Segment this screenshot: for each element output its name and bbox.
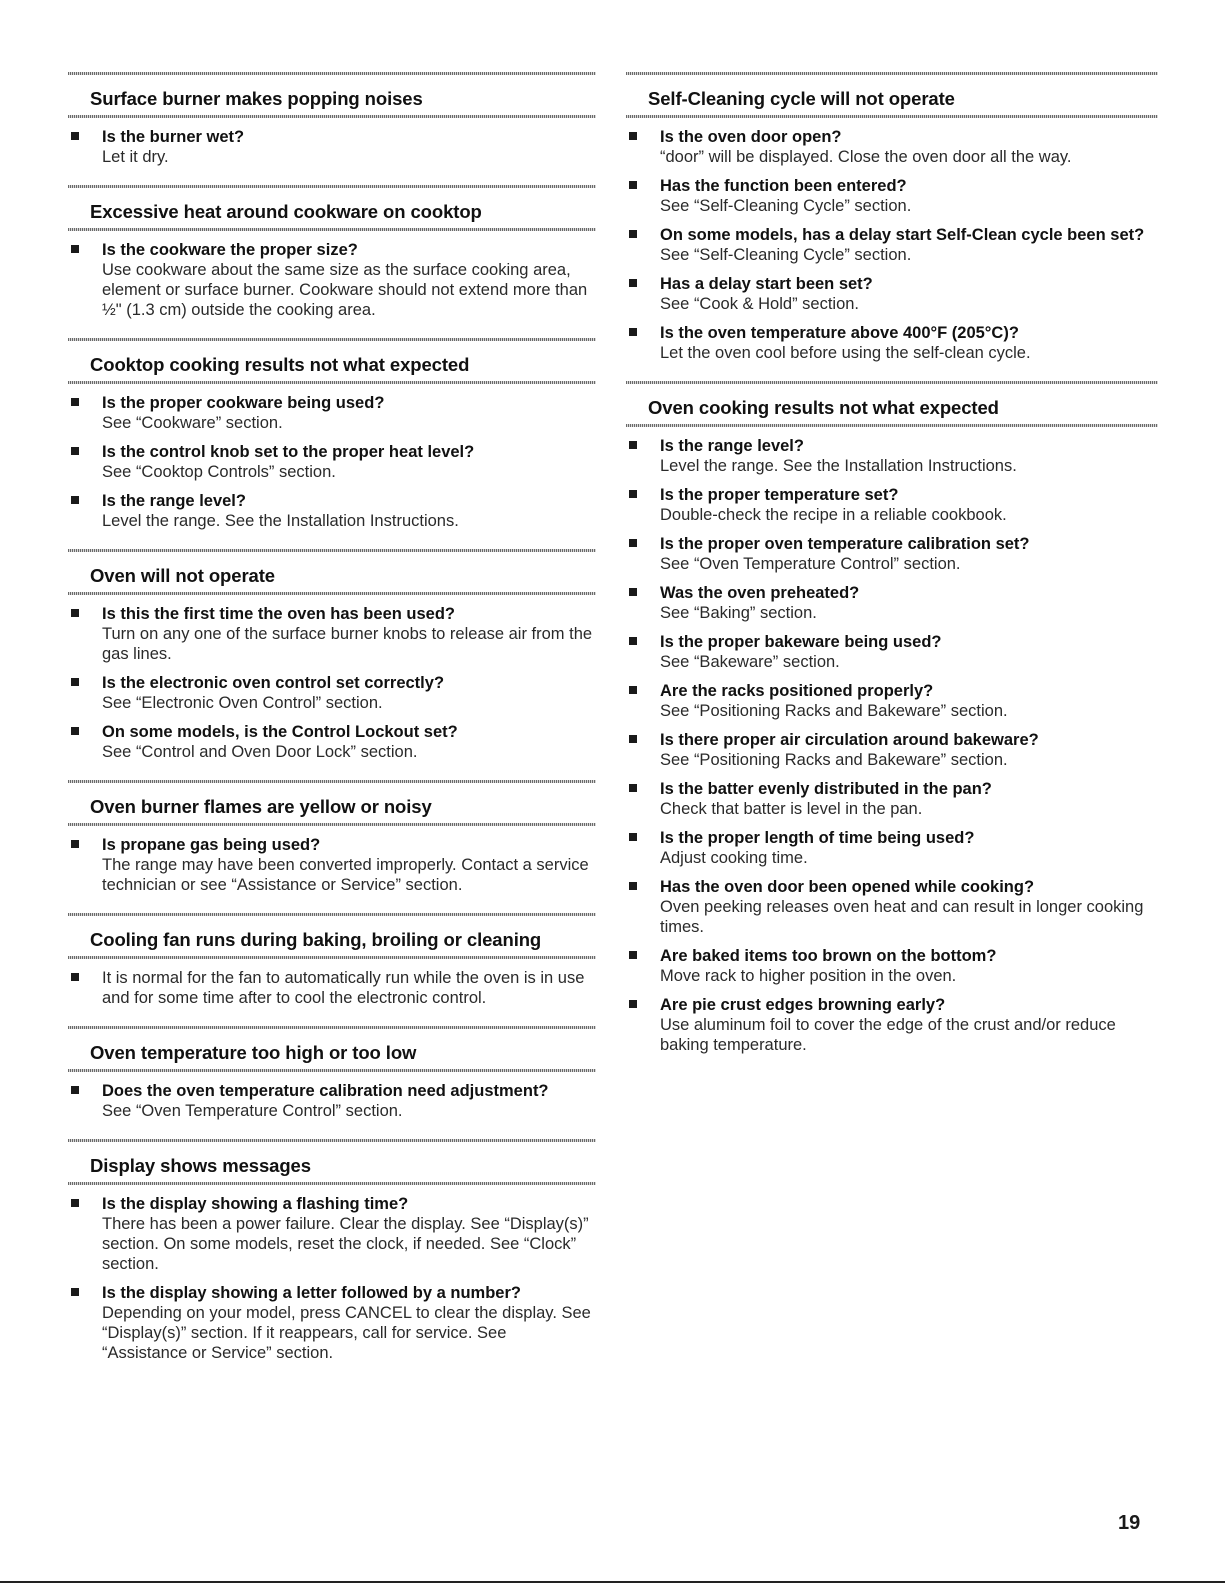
answer-text: See “Cooktop Controls” section.: [102, 463, 336, 481]
list-item: [626, 436, 1158, 476]
answer-text: Double-check the recipe in a reliable cookbook.: [660, 506, 1007, 524]
troubleshooting-section: [68, 913, 596, 1026]
question-text: Is the range level?: [102, 492, 246, 510]
answer-text: Use aluminum foil to cover the edge of the crust and/or reduce baking temperature.: [660, 1016, 1116, 1054]
question-text: Is the proper cookware being used?: [102, 394, 385, 412]
answer-text: See “Oven Temperature Control” section.: [660, 555, 961, 573]
bottom-border: [0, 1581, 1225, 1583]
question-text: Has the oven door been opened while cooking?: [660, 878, 1035, 896]
question-text: Is propane gas being used?: [102, 836, 321, 854]
square-bullet-icon: [71, 1086, 79, 1094]
square-bullet-icon: [629, 490, 637, 498]
troubleshooting-section: [626, 381, 1158, 1073]
list-item: [68, 835, 596, 895]
item-list: [626, 427, 1158, 1073]
square-bullet-icon: [629, 833, 637, 841]
answer-text: Adjust cooking time.: [660, 849, 808, 867]
troubleshooting-section: [68, 780, 596, 913]
list-item: [626, 274, 1158, 314]
section-title: Cooktop cooking results not what expected: [90, 354, 470, 375]
square-bullet-icon: [629, 882, 637, 890]
list-item: [68, 1081, 596, 1121]
answer-text: Level the range. See the Installation Instructions.: [660, 457, 1017, 475]
question-text: Does the oven temperature calibration need adjustment?: [102, 1082, 549, 1100]
question-text: Is the display showing a flashing time?: [102, 1195, 409, 1213]
square-bullet-icon: [71, 398, 79, 406]
answer-text: Use cookware about the same size as the surface cooking area, element or surface burner. Cookware should not extend more than ½" (1.3 cm) outside the cooking area.: [102, 261, 588, 319]
answer-text: Turn on any one of the surface burner knobs to release air from the gas lines.: [102, 625, 593, 663]
square-bullet-icon: [629, 279, 637, 287]
square-bullet-icon: [629, 951, 637, 959]
right-column: [626, 72, 1158, 1073]
square-bullet-icon: [629, 181, 637, 189]
list-item: [68, 442, 596, 482]
square-bullet-icon: [71, 1199, 79, 1207]
section-title: Display shows messages: [90, 1155, 311, 1176]
question-text: Is the cookware the proper size?: [102, 241, 358, 259]
answer-text: See “Control and Oven Door Lock” section.: [102, 743, 418, 761]
answer-text: Check that batter is level in the pan.: [660, 800, 923, 818]
answer-text: See “Self-Cleaning Cycle” section.: [660, 197, 912, 215]
answer-text: See “Self-Cleaning Cycle” section.: [660, 246, 912, 264]
square-bullet-icon: [629, 328, 637, 336]
answer-text: There has been a power failure. Clear the display. See “Display(s)” section. On some models, reset the clock, if needed. See “Clock” section.: [102, 1215, 589, 1273]
item-list: [68, 231, 596, 338]
section-title: Cooling fan runs during baking, broiling or cleaning: [90, 929, 542, 950]
question-text: Is there proper air circulation around bakeware?: [660, 731, 1039, 749]
list-item: [626, 176, 1158, 216]
question-text: On some models, has a delay start Self-Clean cycle been set?: [660, 226, 1145, 244]
square-bullet-icon: [71, 727, 79, 735]
square-bullet-icon: [629, 637, 637, 645]
square-bullet-icon: [629, 230, 637, 238]
square-bullet-icon: [71, 609, 79, 617]
answer-text: See “Cookware” section.: [102, 414, 283, 432]
troubleshooting-section: [626, 72, 1158, 381]
troubleshooting-section: [68, 1026, 596, 1139]
troubleshooting-section: [68, 185, 596, 338]
list-item: [626, 534, 1158, 574]
question-text: Is the proper bakeware being used?: [660, 633, 942, 651]
list-item: [68, 1283, 596, 1363]
list-item: [626, 127, 1158, 167]
list-item: [626, 681, 1158, 721]
square-bullet-icon: [629, 735, 637, 743]
list-item: [68, 1194, 596, 1274]
list-item: [626, 225, 1158, 265]
list-item: [68, 491, 596, 531]
answer-text: See “Oven Temperature Control” section.: [102, 1102, 403, 1120]
question-text: Are baked items too brown on the bottom?: [660, 947, 997, 965]
question-text: On some models, is the Control Lockout set?: [102, 723, 458, 741]
square-bullet-icon: [71, 973, 79, 981]
section-title: Oven burner flames are yellow or noisy: [90, 796, 432, 817]
list-item: [626, 323, 1158, 363]
item-list: [68, 1072, 596, 1139]
answer-text: It is normal for the fan to automatically run while the oven is in use and for some time after to cool the electronic control.: [102, 969, 585, 1007]
list-item: [68, 127, 596, 167]
answer-text: The range may have been converted improperly. Contact a service technician or see “Assistance or Service” section.: [102, 856, 589, 894]
square-bullet-icon: [71, 132, 79, 140]
square-bullet-icon: [71, 1288, 79, 1296]
question-text: Is the oven temperature above 400°F (205°C)?: [660, 324, 1019, 342]
list-item: [68, 673, 596, 713]
question-text: Is the display showing a letter followed by a number?: [102, 1284, 521, 1302]
item-list: [68, 1185, 596, 1381]
troubleshooting-section: [68, 1139, 596, 1381]
question-text: Are the racks positioned properly?: [660, 682, 934, 700]
answer-text: Depending on your model, press CANCEL to clear the display. See “Display(s)” section. If it reappears, call for service. See “Assistance or Service” section.: [102, 1304, 591, 1362]
answer-text: “door” will be displayed. Close the oven door all the way.: [660, 148, 1072, 166]
item-list: [68, 384, 596, 549]
left-column: [68, 72, 596, 1381]
question-text: Is the control knob set to the proper heat level?: [102, 443, 475, 461]
square-bullet-icon: [71, 245, 79, 253]
list-item: [68, 604, 596, 664]
answer-text: Move rack to higher position in the oven.: [660, 967, 957, 985]
question-text: Are pie crust edges browning early?: [660, 996, 946, 1014]
question-text: Is this the first time the oven has been used?: [102, 605, 455, 623]
list-item: [626, 995, 1158, 1055]
list-item: [626, 730, 1158, 770]
answer-text: Let the oven cool before using the self-clean cycle.: [660, 344, 1031, 362]
answer-text: Let it dry.: [102, 148, 169, 166]
square-bullet-icon: [629, 784, 637, 792]
list-item: [626, 779, 1158, 819]
question-text: Is the electronic oven control set correctly?: [102, 674, 445, 692]
item-list: [68, 118, 596, 185]
list-item: [68, 722, 596, 762]
question-text: Was the oven preheated?: [660, 584, 860, 602]
square-bullet-icon: [71, 678, 79, 686]
question-text: Is the oven door open?: [660, 128, 842, 146]
square-bullet-icon: [629, 588, 637, 596]
square-bullet-icon: [629, 539, 637, 547]
square-bullet-icon: [629, 686, 637, 694]
square-bullet-icon: [71, 496, 79, 504]
square-bullet-icon: [71, 447, 79, 455]
item-list: [68, 959, 596, 1026]
question-text: Is the batter evenly distributed in the pan?: [660, 780, 992, 798]
list-item: [626, 583, 1158, 623]
question-text: Is the burner wet?: [102, 128, 245, 146]
item-list: [68, 826, 596, 913]
answer-text: See “Electronic Oven Control” section.: [102, 694, 383, 712]
list-item: [626, 828, 1158, 868]
answer-text: See “Positioning Racks and Bakeware” section.: [660, 751, 1008, 769]
item-list: [68, 595, 596, 780]
list-item: [626, 485, 1158, 525]
section-title: Self-Cleaning cycle will not operate: [648, 88, 955, 109]
answer-text: See “Positioning Racks and Bakeware” section.: [660, 702, 1008, 720]
section-title: Oven temperature too high or too low: [90, 1042, 417, 1063]
question-text: Is the proper temperature set?: [660, 486, 899, 504]
page-number: 19: [1118, 1512, 1141, 1534]
square-bullet-icon: [71, 840, 79, 848]
list-item: [68, 968, 596, 1008]
question-text: Has a delay start been set?: [660, 275, 873, 293]
list-item: [626, 946, 1158, 986]
section-title: Oven will not operate: [90, 565, 275, 586]
question-text: Is the range level?: [660, 437, 804, 455]
answer-text: Oven peeking releases oven heat and can result in longer cooking times.: [660, 898, 1144, 936]
troubleshooting-section: [68, 549, 596, 780]
item-list: [626, 118, 1158, 381]
square-bullet-icon: [629, 441, 637, 449]
section-title: Oven cooking results not what expected: [648, 397, 999, 418]
troubleshooting-section: [68, 338, 596, 549]
answer-text: See “Bakeware” section.: [660, 653, 840, 671]
troubleshooting-section: [68, 72, 596, 185]
square-bullet-icon: [629, 132, 637, 140]
square-bullet-icon: [629, 1000, 637, 1008]
question-text: Is the proper oven temperature calibration set?: [660, 535, 1030, 553]
answer-text: See “Baking” section.: [660, 604, 817, 622]
question-text: Has the function been entered?: [660, 177, 907, 195]
section-title: Excessive heat around cookware on cooktop: [90, 201, 482, 222]
list-item: [68, 240, 596, 320]
list-item: [626, 877, 1158, 937]
question-text: Is the proper length of time being used?: [660, 829, 975, 847]
section-title: Surface burner makes popping noises: [90, 88, 423, 109]
answer-text: See “Cook & Hold” section.: [660, 295, 860, 313]
list-item: [626, 632, 1158, 672]
list-item: [68, 393, 596, 433]
answer-text: Level the range. See the Installation Instructions.: [102, 512, 459, 530]
